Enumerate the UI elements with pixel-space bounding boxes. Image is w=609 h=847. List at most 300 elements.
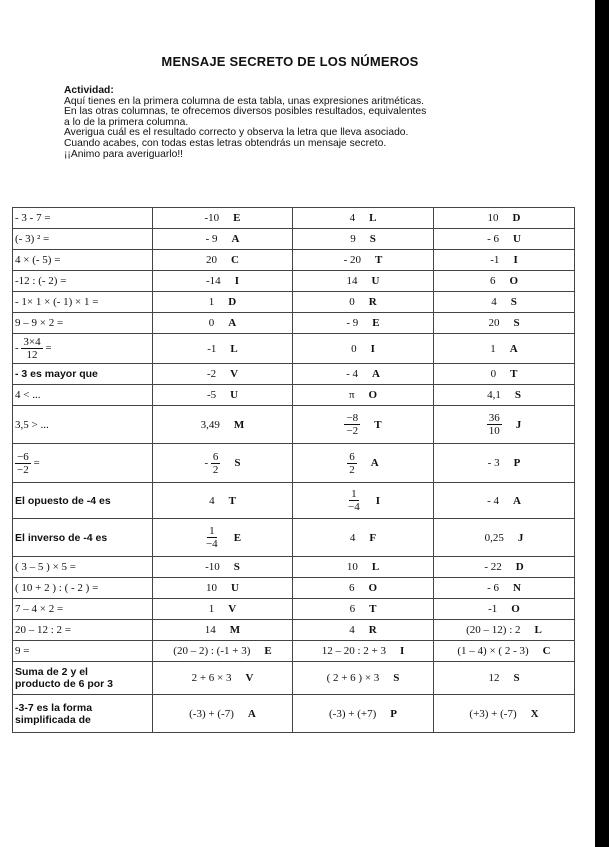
option-cell bbox=[293, 641, 434, 662]
option bbox=[434, 708, 574, 720]
option-cell bbox=[153, 250, 293, 271]
option-value: - 3 bbox=[487, 457, 500, 469]
option-cell bbox=[153, 641, 293, 662]
option-value: - 20 bbox=[343, 254, 362, 266]
option-cell bbox=[153, 208, 293, 229]
activity-instructions bbox=[64, 86, 534, 160]
option bbox=[153, 582, 292, 594]
option-letter: E bbox=[372, 317, 380, 329]
option bbox=[293, 412, 433, 437]
table-row bbox=[13, 334, 575, 364]
option bbox=[293, 343, 433, 355]
option-letter: A bbox=[509, 342, 518, 355]
option bbox=[434, 275, 574, 287]
option-value: -1 bbox=[490, 254, 500, 266]
expression-text: 9 – 9 × 2 = bbox=[15, 317, 64, 329]
expression-text: -12 : (- 2) = bbox=[15, 275, 67, 287]
option bbox=[434, 532, 574, 544]
option bbox=[293, 296, 433, 308]
expression-text: El opuesto de -4 es bbox=[15, 494, 111, 507]
option bbox=[434, 624, 574, 636]
option-cell bbox=[293, 208, 434, 229]
option-cell bbox=[434, 208, 575, 229]
expression-cell bbox=[13, 271, 153, 292]
option-cell bbox=[434, 599, 575, 620]
expression-cell bbox=[13, 364, 153, 385]
option-cell bbox=[434, 578, 575, 599]
expression-cell bbox=[13, 334, 153, 364]
instruction-line: a lo de la primera columna. bbox=[64, 116, 189, 128]
fraction-denominator: 2 bbox=[212, 463, 219, 476]
option-cell bbox=[153, 578, 293, 599]
table-row bbox=[13, 662, 575, 695]
expression-text: Suma de 2 y el bbox=[15, 666, 88, 678]
option bbox=[434, 212, 574, 224]
option bbox=[153, 343, 292, 355]
option-cell bbox=[153, 444, 293, 483]
option-letter: U bbox=[231, 582, 239, 594]
option-letter: O bbox=[509, 275, 519, 287]
option-value: -1 bbox=[207, 342, 217, 355]
option-value: 1 bbox=[490, 342, 496, 355]
expression-cell bbox=[13, 578, 153, 599]
option-cell bbox=[434, 519, 575, 557]
expression-cell bbox=[13, 483, 153, 519]
expression-equals: = bbox=[30, 456, 40, 469]
option-letter: J bbox=[517, 531, 524, 544]
table-row bbox=[13, 695, 575, 733]
option-value: - 9 bbox=[205, 233, 218, 245]
page-edge-bar bbox=[595, 0, 609, 847]
option bbox=[434, 412, 574, 437]
expression-cell bbox=[13, 620, 153, 641]
page-title: MENSAJE SECRETO DE LOS NÚMEROS bbox=[161, 54, 419, 69]
option-letter: S bbox=[510, 296, 517, 308]
activity-label: Actividad: bbox=[64, 85, 114, 96]
expression-cell bbox=[13, 695, 153, 733]
option-value: (20 – 12) : 2 bbox=[466, 624, 521, 636]
option bbox=[153, 645, 292, 657]
expression-text: 7 – 4 × 2 = bbox=[15, 603, 64, 615]
option bbox=[293, 624, 433, 636]
option-cell bbox=[293, 271, 434, 292]
option-cell bbox=[153, 557, 293, 578]
option-letter: D bbox=[228, 296, 237, 308]
option-value bbox=[204, 525, 220, 550]
fraction-numerator: −6 bbox=[17, 450, 29, 463]
option-value: ( 2 + 6 ) × 3 bbox=[326, 672, 380, 684]
option-value bbox=[346, 488, 362, 513]
fraction bbox=[346, 488, 362, 513]
option-cell bbox=[293, 406, 434, 444]
option-cell bbox=[434, 385, 575, 406]
option-cell bbox=[153, 292, 293, 313]
table-row bbox=[13, 599, 575, 620]
option bbox=[153, 708, 292, 720]
option-letter: D bbox=[515, 561, 524, 573]
option-letter: D bbox=[512, 212, 521, 224]
fraction-numerator: 36 bbox=[488, 412, 500, 424]
fraction bbox=[211, 451, 221, 476]
option-cell bbox=[434, 641, 575, 662]
option-letter: X bbox=[530, 707, 539, 720]
option-value bbox=[347, 451, 357, 476]
option-cell bbox=[293, 313, 434, 334]
option-letter: O bbox=[511, 603, 520, 615]
option bbox=[153, 254, 292, 266]
option bbox=[434, 343, 574, 355]
option-cell bbox=[434, 662, 575, 695]
table-row bbox=[13, 250, 575, 271]
option-cell bbox=[293, 620, 434, 641]
option-letter: S bbox=[233, 561, 240, 573]
option-letter: C bbox=[231, 254, 239, 266]
fraction bbox=[204, 525, 220, 550]
option-value: 4,1 bbox=[487, 389, 501, 401]
table-row bbox=[13, 578, 575, 599]
option-cell bbox=[293, 557, 434, 578]
option-letter: I bbox=[513, 254, 518, 266]
fraction-denominator: 2 bbox=[349, 463, 355, 476]
option-cell bbox=[434, 250, 575, 271]
option bbox=[293, 672, 433, 684]
option-value: -14 bbox=[206, 275, 221, 287]
option-cell bbox=[434, 292, 575, 313]
fraction-numerator: 1 bbox=[351, 488, 357, 500]
table-row bbox=[13, 483, 575, 519]
option-value: 20 bbox=[206, 254, 218, 266]
option-value: (+3) + (-7) bbox=[469, 707, 517, 720]
option bbox=[293, 317, 433, 329]
option-value: 10 bbox=[346, 561, 358, 573]
option-cell bbox=[434, 271, 575, 292]
option bbox=[293, 603, 433, 615]
option-letter: V bbox=[228, 603, 237, 615]
expression-text: 3,5 > ... bbox=[15, 418, 49, 431]
option bbox=[293, 532, 433, 544]
option bbox=[153, 624, 292, 636]
table-row bbox=[13, 208, 575, 229]
option-cell bbox=[293, 662, 434, 695]
expression-cell bbox=[13, 385, 153, 406]
option-letter: V bbox=[230, 368, 239, 380]
option-letter: C bbox=[542, 645, 551, 657]
option-value: (20 – 2) : (-1 + 3) bbox=[173, 645, 251, 657]
option-cell bbox=[293, 385, 434, 406]
option-value: 4 bbox=[491, 296, 497, 308]
option bbox=[434, 672, 574, 684]
option bbox=[153, 296, 292, 308]
option-cell bbox=[434, 695, 575, 733]
fraction-denominator: −4 bbox=[205, 538, 218, 550]
option-letter: T bbox=[510, 368, 518, 380]
option-cell bbox=[293, 519, 434, 557]
expression-cell bbox=[13, 662, 153, 695]
option-value: (1 – 4) × ( 2 - 3) bbox=[457, 645, 529, 657]
option bbox=[434, 233, 574, 245]
option-cell bbox=[293, 599, 434, 620]
expression-cell bbox=[13, 313, 153, 334]
option-cell bbox=[153, 599, 293, 620]
fraction-denominator: −4 bbox=[348, 501, 360, 513]
option bbox=[434, 603, 574, 615]
expression-text: (- 3) ² = bbox=[15, 233, 50, 245]
option-letter: I bbox=[370, 342, 375, 355]
table-row bbox=[13, 271, 575, 292]
option-letter: T bbox=[369, 603, 377, 615]
expression-cell bbox=[13, 599, 153, 620]
option-letter: S bbox=[513, 317, 520, 329]
table-row bbox=[13, 641, 575, 662]
option-value: 4 bbox=[349, 212, 356, 224]
option bbox=[153, 561, 292, 573]
option-value: 2 + 6 × 3 bbox=[191, 672, 232, 684]
table-row bbox=[13, 385, 575, 406]
option bbox=[434, 254, 574, 266]
option-value: -10 bbox=[204, 212, 220, 224]
option-value: 6 bbox=[489, 275, 496, 287]
instruction-line: Averigua cuál es el resultado correcto y observa la letra que lleva asociado. bbox=[64, 127, 409, 139]
option-letter: A bbox=[228, 317, 237, 329]
expression-cell bbox=[13, 557, 153, 578]
option-value: 4 bbox=[349, 531, 356, 544]
option-value: 1 bbox=[208, 296, 215, 308]
option bbox=[293, 708, 433, 720]
expression-cell bbox=[13, 229, 153, 250]
expression-equals: = bbox=[42, 342, 52, 355]
option-cell bbox=[293, 483, 434, 519]
instruction-line: Cuando acabes, con todas estas letras obtendrás un mensaje secreto. bbox=[64, 137, 387, 149]
fraction bbox=[347, 451, 357, 476]
expression-cell bbox=[13, 519, 153, 557]
table-row bbox=[13, 444, 575, 483]
expression-cell bbox=[13, 406, 153, 444]
option-letter: O bbox=[368, 389, 378, 401]
option-cell bbox=[293, 578, 434, 599]
option-letter: I bbox=[399, 645, 405, 657]
fraction bbox=[487, 412, 502, 437]
fraction-numerator: 1 bbox=[209, 525, 215, 537]
option bbox=[434, 582, 574, 594]
option bbox=[153, 317, 292, 329]
table-row bbox=[13, 229, 575, 250]
table-row bbox=[13, 406, 575, 444]
option bbox=[434, 389, 574, 401]
option-cell bbox=[153, 313, 293, 334]
option-cell bbox=[153, 271, 293, 292]
option-cell bbox=[434, 483, 575, 519]
option-letter: M bbox=[229, 624, 241, 636]
option bbox=[293, 389, 433, 401]
option-cell bbox=[293, 250, 434, 271]
option-value: - 6 bbox=[487, 233, 499, 245]
option bbox=[293, 254, 433, 266]
option-value: 10 bbox=[487, 212, 499, 224]
option-cell bbox=[434, 313, 575, 334]
expression-text: - 3 es mayor que bbox=[15, 368, 98, 380]
option-value: 6 bbox=[349, 603, 356, 615]
instruction-line: Aquí tienes en la primera columna de esta tabla, unas expresiones aritméticas. bbox=[64, 95, 425, 107]
fraction-denominator: −2 bbox=[346, 425, 359, 437]
option-letter: A bbox=[231, 233, 240, 245]
option-cell bbox=[153, 519, 293, 557]
option-cell bbox=[153, 364, 293, 385]
fraction-numerator: 3×4 bbox=[23, 336, 41, 348]
option-value: -10 bbox=[205, 561, 220, 573]
option bbox=[293, 488, 433, 513]
option-letter: L bbox=[371, 561, 380, 573]
option-value: - 4 bbox=[346, 368, 358, 380]
puzzle-table bbox=[12, 207, 575, 733]
option-letter: T bbox=[375, 254, 383, 266]
option bbox=[434, 561, 574, 573]
option bbox=[293, 212, 433, 224]
option-letter: R bbox=[368, 624, 377, 636]
option-letter: A bbox=[371, 368, 380, 380]
option-cell bbox=[434, 620, 575, 641]
option-cell bbox=[293, 229, 434, 250]
option-letter: S bbox=[513, 672, 520, 684]
option-value: 0 bbox=[208, 317, 215, 329]
option-value: (-3) + (+7) bbox=[329, 707, 377, 720]
option-cell bbox=[293, 444, 434, 483]
option bbox=[153, 419, 292, 431]
option-letter: U bbox=[230, 389, 239, 401]
option-value: -1 bbox=[488, 603, 498, 615]
expression-text: ( 3 – 5 ) × 5 = bbox=[15, 561, 76, 573]
option bbox=[293, 645, 433, 657]
option-cell bbox=[434, 444, 575, 483]
expression-cell bbox=[13, 444, 153, 483]
option bbox=[434, 495, 574, 507]
option-letter: T bbox=[374, 418, 382, 431]
option-cell bbox=[153, 406, 293, 444]
fraction-numerator: 6 bbox=[212, 450, 219, 463]
option-value: 0 bbox=[349, 296, 355, 308]
option-letter: P bbox=[513, 457, 521, 469]
expression-sign: - bbox=[15, 342, 22, 355]
option-cell bbox=[434, 229, 575, 250]
option bbox=[153, 451, 292, 476]
expression-text: -3-7 es la forma bbox=[15, 701, 93, 714]
fraction-numerator: −8 bbox=[346, 412, 359, 424]
option-value: 20 bbox=[488, 317, 500, 329]
option-value: 0,25 bbox=[484, 531, 504, 544]
fraction-denominator: 10 bbox=[488, 425, 500, 437]
puzzle-table-body bbox=[13, 208, 575, 733]
option-letter: I bbox=[375, 494, 380, 507]
option bbox=[293, 451, 433, 476]
option-letter: S bbox=[234, 457, 241, 469]
option-letter: P bbox=[390, 707, 397, 720]
option bbox=[434, 368, 574, 380]
option-letter: E bbox=[233, 531, 242, 544]
option-letter: L bbox=[534, 624, 542, 636]
expression-cell bbox=[13, 292, 153, 313]
option bbox=[153, 672, 292, 684]
fraction bbox=[344, 412, 360, 437]
option-cell bbox=[153, 334, 293, 364]
option-letter: U bbox=[512, 233, 521, 245]
option-value: 0 bbox=[351, 342, 357, 355]
option-value: 14 bbox=[346, 275, 358, 287]
option-letter: T bbox=[228, 494, 236, 507]
option-value: -5 bbox=[206, 389, 217, 401]
option-cell bbox=[293, 364, 434, 385]
option-cell bbox=[293, 334, 434, 364]
option-value bbox=[344, 412, 360, 437]
option bbox=[293, 275, 433, 287]
option-value: 6 bbox=[348, 582, 355, 594]
option bbox=[153, 525, 292, 550]
option-value: 0 bbox=[490, 368, 497, 380]
option bbox=[293, 233, 433, 245]
fraction bbox=[21, 336, 42, 361]
option-value: 10 bbox=[206, 582, 218, 594]
option-value: 4 bbox=[349, 624, 355, 636]
option-letter: I bbox=[234, 275, 239, 287]
option-cell bbox=[153, 385, 293, 406]
option-letter: A bbox=[247, 707, 256, 720]
option-cell bbox=[434, 364, 575, 385]
table-row bbox=[13, 557, 575, 578]
expression-text: - 1× 1 × (- 1) × 1 = bbox=[15, 296, 99, 308]
option-value bbox=[204, 451, 220, 476]
option-cell bbox=[293, 695, 434, 733]
option-value: (-3) + (-7) bbox=[189, 707, 234, 720]
option-value bbox=[487, 412, 502, 437]
table-row bbox=[13, 292, 575, 313]
option bbox=[293, 368, 433, 380]
expression-text: 4 × (- 5) = bbox=[15, 254, 61, 266]
option-letter: F bbox=[369, 531, 377, 544]
option-letter: E bbox=[233, 212, 241, 224]
expression-text: 20 – 12 : 2 = bbox=[15, 624, 72, 636]
option-value: 4 bbox=[209, 494, 215, 507]
option bbox=[153, 368, 292, 380]
expression-text: 9 = bbox=[15, 645, 30, 657]
fraction bbox=[15, 451, 31, 476]
option-letter: O bbox=[368, 582, 378, 594]
expression-text: ( 10 + 2 ) : ( - 2 ) = bbox=[15, 582, 99, 594]
instruction-line: ¡¡Animo para averiguarlo!! bbox=[64, 148, 184, 160]
expression-cell bbox=[13, 641, 153, 662]
option bbox=[153, 603, 292, 615]
option-value: 3,49 bbox=[200, 418, 220, 431]
option-letter: V bbox=[245, 672, 254, 684]
fraction-denominator: −2 bbox=[17, 463, 29, 476]
option-cell bbox=[153, 662, 293, 695]
option bbox=[153, 233, 292, 245]
instruction-line: En las otras columnas, te ofrecemos diversos posibles resultados, equivalentes bbox=[64, 106, 427, 118]
option-value: 12 bbox=[488, 672, 500, 684]
option-cell bbox=[153, 483, 293, 519]
expression-text: producto de 6 por 3 bbox=[15, 678, 114, 690]
option-value: -2 bbox=[206, 368, 217, 380]
option-value: 9 bbox=[350, 233, 356, 245]
option-cell bbox=[434, 406, 575, 444]
option-letter: L bbox=[369, 212, 377, 224]
option-cell bbox=[153, 620, 293, 641]
option-cell bbox=[153, 695, 293, 733]
option-letter: E bbox=[264, 645, 272, 657]
option-cell bbox=[434, 557, 575, 578]
option-letter: R bbox=[368, 296, 377, 308]
option-value: 12 – 20 : 2 + 3 bbox=[321, 645, 386, 657]
option-letter: S bbox=[514, 389, 521, 401]
option-value: 1 bbox=[208, 603, 215, 615]
option-value: - 6 bbox=[487, 582, 499, 594]
